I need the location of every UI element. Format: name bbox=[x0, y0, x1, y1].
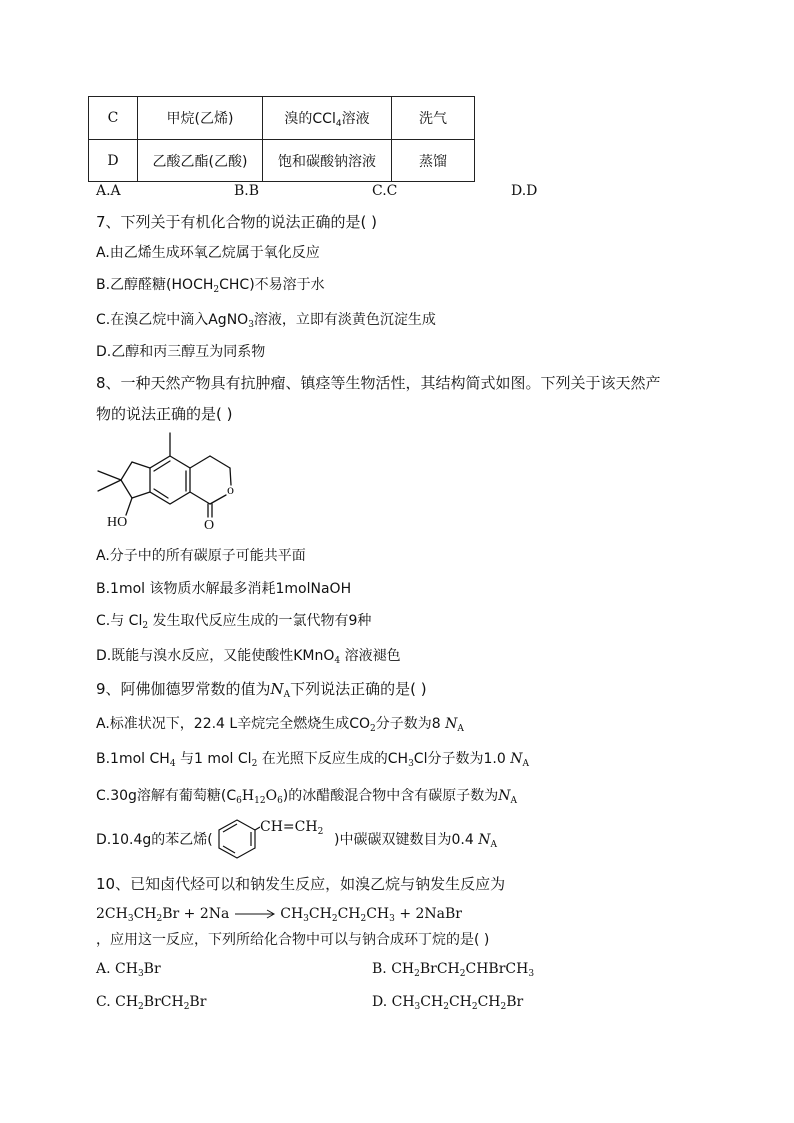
q10-stem: 10、已知卤代烃可以和钠发生反应，如溴乙烷与钠发生反应为 bbox=[96, 875, 506, 893]
molecular-structure bbox=[88, 425, 258, 537]
q7-option-d: D.乙醇和丙三醇互为同系物 bbox=[96, 344, 266, 360]
q10-option-c: C. $CH_2BrCH_2Br$ bbox=[96, 994, 207, 1012]
method-cell: 蒸馏 bbox=[392, 140, 475, 182]
q8-stem-line2: 物的说法正确的是( ) bbox=[96, 405, 233, 423]
reaction-arrow-icon bbox=[234, 909, 276, 919]
q8-stem-line1: 8、一种天然产物具有抗肿瘤、镇痉等生物活性，其结构简式如图。下列关于该天然产 bbox=[96, 374, 661, 392]
q8-option-d: D.既能与溴水反应，又能使酸性KMnO$_4$ 溶液褪色 bbox=[96, 648, 401, 666]
q9-option-d-suffix: )中碳碳双键数目为0.4 $N_A$ bbox=[334, 832, 497, 850]
row-label: C bbox=[89, 97, 138, 140]
q6-option-c: C.C bbox=[372, 183, 398, 199]
q7-option-a: A.由乙烯生成环氧乙烷属于氧化反应 bbox=[96, 245, 320, 261]
reagent-cell: 饱和碳酸钠溶液 bbox=[263, 140, 392, 182]
q6-option-a: A.A bbox=[96, 183, 121, 199]
q8-option-a: A.分子中的所有碳原子可能共平面 bbox=[96, 548, 306, 564]
q6-option-b: B.B bbox=[234, 183, 260, 199]
vinyl-group-label: $CH=CH_2$ bbox=[260, 819, 324, 837]
q10-stem-continued: ，应用这一反应，下列所给化合物中可以与钠合成环丁烷的是( ) bbox=[96, 932, 490, 948]
q6-option-d: D.D bbox=[511, 183, 538, 199]
ring-oxygen-label: o bbox=[227, 483, 234, 498]
substance-cell: 乙酸乙酯(乙酸) bbox=[138, 140, 263, 182]
reaction-equation bbox=[96, 906, 462, 922]
equation-rhs: $CH_3CH_2CH_2CH_3$ + 2NaBr bbox=[280, 906, 462, 924]
q9-option-c: C.30g溶解有葡萄糖$(C_6H_{12}O_6)$的冰醋酸混合物中含有碳原子数为$N_A$ bbox=[96, 788, 518, 806]
options-table bbox=[88, 96, 475, 182]
q7-stem: 7、下列关于有机化合物的说法正确的是( ) bbox=[96, 213, 378, 231]
q9-option-a: A.标准状况下，22.4 L辛烷完全燃烧生成$CO_2$分子数为8 $N_A$ bbox=[96, 716, 464, 734]
substance-cell: 甲烷(乙烯) bbox=[138, 97, 263, 140]
reagent-cell: 溴的CCl$_4$溶液 bbox=[263, 97, 392, 140]
q9-option-d-prefix: D.10.4g的苯乙烯( bbox=[96, 832, 213, 848]
q10-option-a: A. $CH_3Br$ bbox=[96, 961, 161, 979]
equation-lhs: $2CH_3CH_2Br + 2Na$ bbox=[96, 906, 230, 924]
row-label: D bbox=[89, 140, 138, 182]
benzene-ring-icon bbox=[214, 816, 260, 860]
q7-option-c: C.在溴乙烷中滴入AgNO$_3$溶液，立即有淡黄色沉淀生成 bbox=[96, 312, 436, 330]
q10-option-d: D. $CH_3CH_2CH_2CH_2Br$ bbox=[372, 994, 524, 1012]
method-cell: 洗气 bbox=[392, 97, 475, 140]
carbonyl-oxygen-label: O bbox=[204, 518, 215, 533]
q8-option-b: B.1mol 该物质水解最多消耗1molNaOH bbox=[96, 581, 352, 597]
q9-option-b: B.1mol $CH_4$ 与1 mol $Cl_2$ 在光照下反应生成的$CH_3Cl$分子数为1.0 $N_A$ bbox=[96, 751, 529, 769]
table-row bbox=[89, 97, 475, 140]
q7-option-b: B.乙醇醛糖$(HOCH_2CHC)$不易溶于水 bbox=[96, 277, 325, 295]
table-row bbox=[89, 140, 475, 182]
q8-option-c: C.与 $Cl_2$ 发生取代反应生成的一氯代物有9种 bbox=[96, 613, 372, 631]
q9-stem: 9、阿佛伽德罗常数的值为$N_A$下列说法正确的是( ) bbox=[96, 680, 427, 700]
q10-option-b: B. $CH_2BrCH_2CHBrCH_3$ bbox=[372, 961, 535, 979]
hydroxyl-label: HO bbox=[107, 515, 128, 530]
